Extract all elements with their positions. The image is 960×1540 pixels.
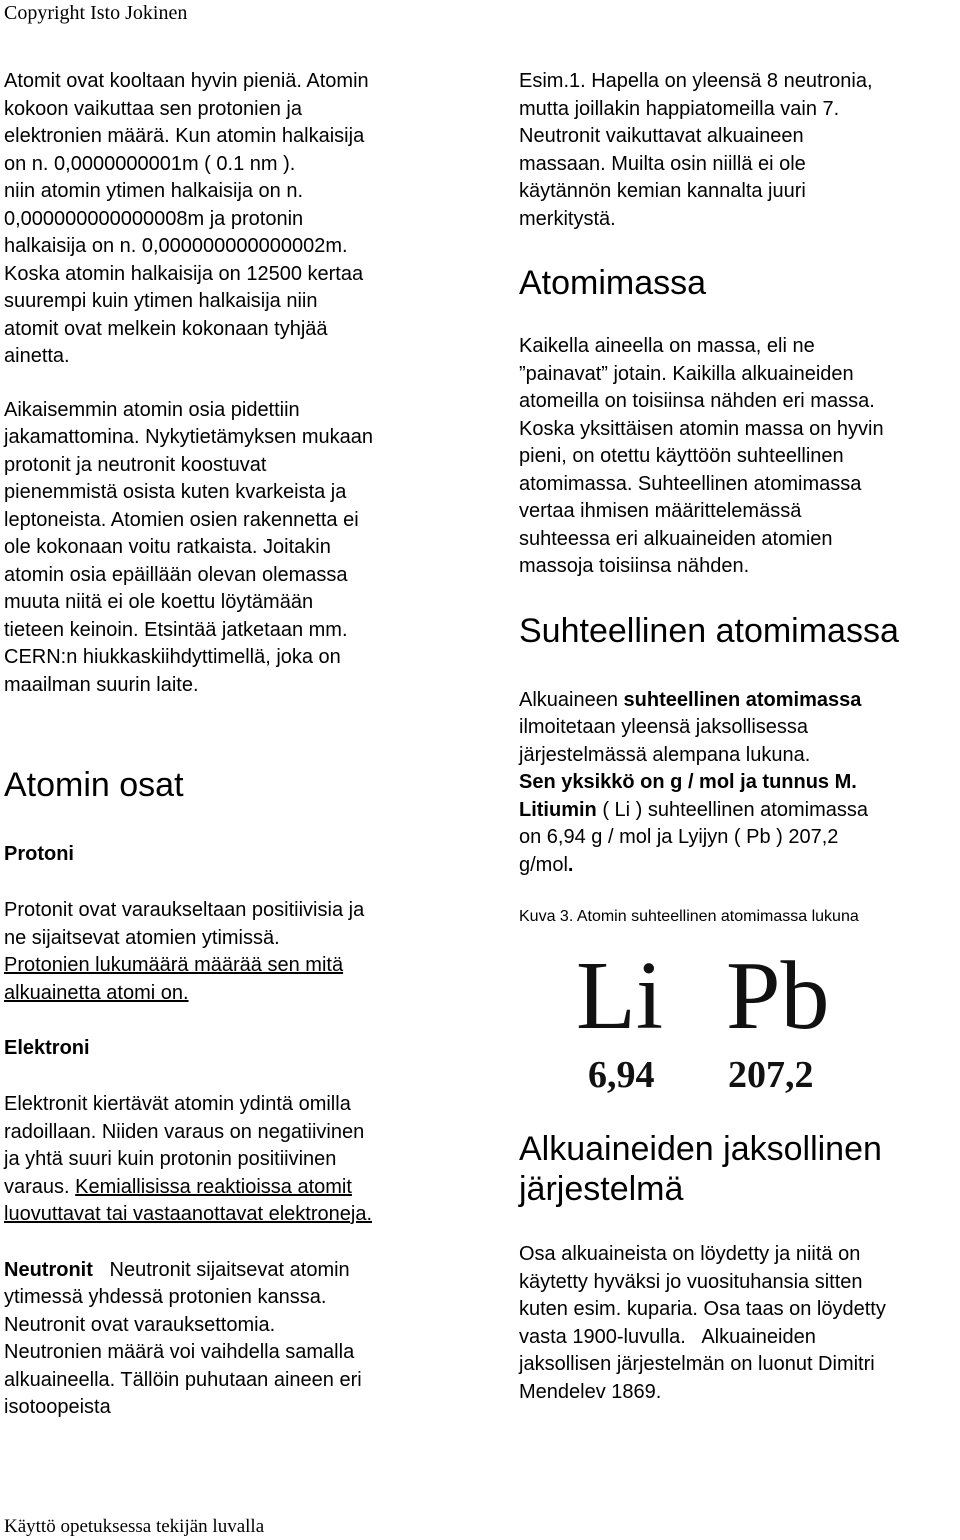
figure-caption: Kuva 3. Atomin suhteellinen atomimassa lukuna xyxy=(519,908,859,925)
intro-paragraph xyxy=(4,68,474,371)
heading-protoni: Protoni xyxy=(4,843,74,865)
text-line: vasta 1900-luvulla. Alkuaineiden xyxy=(519,1325,816,1348)
symbol-li: Li xyxy=(576,942,664,1050)
text-line: on 6,94 g / mol ja Lyijyn ( Pb ) 207,2 xyxy=(519,826,839,848)
text-line: ilmoitetaan yleensä jaksollisessa xyxy=(519,716,809,738)
text-run-bold: . xyxy=(567,853,574,876)
text-line: ”painavat” jotain. Kaikilla alkuaineiden xyxy=(519,362,854,385)
text-line: tieteen keinoin. Etsintää jatketaan mm. xyxy=(4,618,348,641)
text-line: 0,000000000000008m ja protonin xyxy=(4,207,304,230)
text-line: leptoneista. Atomien osien rakennetta ei xyxy=(4,508,359,531)
text-line: ja yhtä suuri kuin protonin positiivinen xyxy=(4,1148,337,1170)
text-line: Kaikella aineella on massa, eli ne xyxy=(519,335,815,357)
page-footer: Käyttö opetuksessa tekijän luvalla xyxy=(4,1516,265,1537)
heading-atom-parts: Atomin osat xyxy=(4,766,184,804)
page-header: Copyright Isto Jokinen xyxy=(4,2,188,24)
heading-periodic-table xyxy=(519,1129,960,1209)
text-line: merkitystä. xyxy=(519,207,616,230)
text-run-underlined: Kemiallisissa reaktioissa atomit xyxy=(75,1175,352,1198)
text-line-underlined: luovuttavat tai vastaanottavat elektroneja. xyxy=(4,1203,373,1225)
right-column xyxy=(519,68,960,1406)
text-run: ( Li ) suhteellinen atomimassa xyxy=(596,798,868,821)
text-line: pieni, on otettu käyttöön suhteellinen xyxy=(519,445,844,467)
text-run-bold: suhteellinen atomimassa xyxy=(623,688,862,711)
mass-pb: 207,2 xyxy=(728,1054,814,1096)
text-line: käytännön kemian kannalta juuri xyxy=(519,180,806,202)
text-line: atomin osia epäillään olevan olemassa xyxy=(4,563,348,586)
text-line: Mendelev 1869. xyxy=(519,1380,662,1403)
mass-paragraph xyxy=(519,333,960,581)
text-line: Koska atomin halkaisija on 12500 kertaa xyxy=(4,262,364,285)
text-line: Neutronit ovat varauksettomia. xyxy=(4,1313,276,1336)
text-line: Osa alkuaineista on löydetty ja niitä on xyxy=(519,1243,861,1265)
text-line: ole kokonaan voitu ratkaista. Joitakin xyxy=(4,536,331,558)
text-line: atomit ovat melkein kokonaan tyhjää xyxy=(4,317,328,340)
text-line: atomimassa. Suhteellinen atomimassa xyxy=(519,472,862,495)
text-line: suurempi kuin ytimen halkaisija niin xyxy=(4,290,318,312)
text-line: Koska yksittäisen atomin massa on hyvin xyxy=(519,417,884,440)
example-paragraph xyxy=(519,68,960,233)
text-line: CERN:n hiukkaskiihdyttimellä, joka on xyxy=(4,646,341,668)
text-line: kuten esim. kuparia. Osa taas on löydetty xyxy=(519,1298,886,1320)
text-line: on n. 0,0000000001m ( 0.1 nm ). xyxy=(4,152,296,175)
text-line-bold: Sen yksikkö on g / mol ja tunnus M. xyxy=(519,771,857,793)
text-line: käytetty hyväksi jo vuosituhansia sitten xyxy=(519,1270,863,1293)
text-line: Elektronit kiertävät atomin ydintä omilla xyxy=(4,1093,351,1115)
periodic-paragraph xyxy=(519,1241,960,1406)
text-line: alkuaineella. Tällöin puhutaan aineen eri xyxy=(4,1368,362,1391)
text-line: ytimessä yhdessä protonien kanssa. xyxy=(4,1286,327,1308)
text-line-underlined: Protonien lukumäärä määrää sen mitä xyxy=(4,954,344,976)
text-line: järjestelmässä alempana lukuna. xyxy=(519,743,811,766)
text-line: Neutronit vaikuttavat alkuaineen xyxy=(519,125,804,147)
heading-line: Alkuaineiden jaksollinen xyxy=(519,1130,882,1168)
text-line-underlined: alkuainetta atomi on. xyxy=(4,981,189,1004)
text-line: vertaa ihmisen määrittelemässä xyxy=(519,500,802,522)
text-line xyxy=(519,797,960,825)
text-line: muuta niitä ei ole koettu löytämään xyxy=(4,591,314,613)
text-line xyxy=(4,1174,474,1202)
text-line xyxy=(4,1257,474,1285)
text-run-bold: Litiumin xyxy=(519,798,597,821)
text-run: Alkuaineen xyxy=(519,688,624,711)
text-line xyxy=(519,852,960,880)
text-line: Atomit ovat kooltaan hyvin pieniä. Atomin xyxy=(4,70,369,92)
text-line: kokoon vaikuttaa sen protonien ja xyxy=(4,97,302,120)
text-line: ne sijaitsevat atomien ytimissä. xyxy=(4,926,280,949)
element-symbols-figure xyxy=(576,942,876,1109)
text-line: protonit ja neutronit koostuvat xyxy=(4,453,267,476)
text-run: g/mol xyxy=(519,853,568,876)
text-line: elektronien määrä. Kun atomin halkaisija xyxy=(4,125,365,147)
text-line: jakamattomina. Nykytietämyksen mukaan xyxy=(4,426,374,448)
symbol-pb: Pb xyxy=(726,942,830,1050)
text-line: Protonit ovat varaukseltaan positiivisia ja xyxy=(4,899,365,921)
heading-elektroni: Elektroni xyxy=(4,1037,90,1059)
text-line: Neutronien määrä voi vaihdella samalla xyxy=(4,1341,355,1363)
left-column xyxy=(4,68,474,1422)
text-line: jaksollisen järjestelmän on luonut Dimitri xyxy=(519,1353,875,1375)
heading-line: järjestelmä xyxy=(519,1170,684,1208)
text-line: niin atomin ytimen halkaisija on n. xyxy=(4,180,304,202)
text-line: halkaisija on n. 0,000000000000002m. xyxy=(4,235,348,257)
text-line: massoja toisiinsa nähden. xyxy=(519,555,750,577)
text-line: Aikaisemmin atomin osia pidettiin xyxy=(4,398,300,421)
text-run: Neutronit sijaitsevat atomin xyxy=(92,1258,350,1281)
text-line: pienemmistä osista kuten kvarkeista ja xyxy=(4,481,347,503)
text-line: ainetta. xyxy=(4,345,70,367)
mass-li: 6,94 xyxy=(588,1054,655,1096)
text-line: Esim.1. Hapella on yleensä 8 neutronia, xyxy=(519,70,873,92)
history-paragraph xyxy=(4,397,474,700)
text-line: atomeilla on toisiinsa nähden eri massa. xyxy=(519,390,875,412)
text-line: suhteessa eri alkuaineiden atomien xyxy=(519,527,833,550)
text-line: maailman suurin laite. xyxy=(4,673,199,696)
text-run: varaus. xyxy=(4,1175,76,1198)
text-line: massaan. Muilta osin niillä ei ole xyxy=(519,152,806,175)
heading-atomic-mass: Atomimassa xyxy=(519,264,707,302)
text-line: mutta joillakin happiatomeilla vain 7. xyxy=(519,97,840,120)
text-line xyxy=(519,687,960,715)
text-line: isotoopeista xyxy=(4,1396,111,1418)
heading-neutroni: Neutronit xyxy=(4,1258,93,1281)
relative-paragraph xyxy=(519,687,960,880)
heading-relative-mass: Suhteellinen atomimassa xyxy=(519,611,899,650)
text-line: radoillaan. Niiden varaus on negatiivinen xyxy=(4,1120,365,1143)
